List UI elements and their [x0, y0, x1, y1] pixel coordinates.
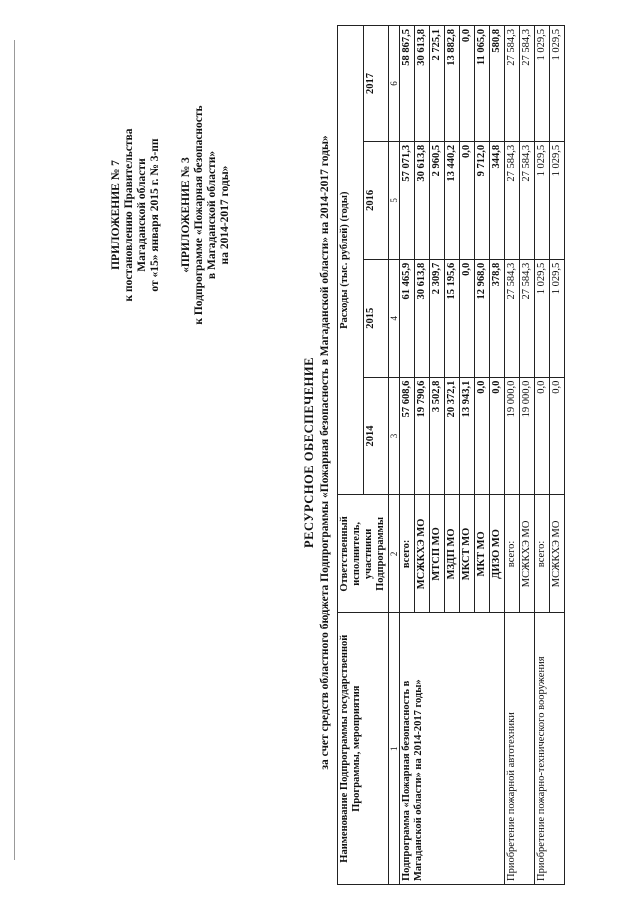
expense-value-cell: 1 029,5: [535, 26, 550, 142]
expense-value-cell: 19 000,0: [505, 377, 520, 495]
appendix-3-line: к Подпрограмме «Пожарная безопасность: [193, 105, 205, 325]
appendix-3-line: в Магаданской области»: [206, 150, 218, 280]
executor-cell: МТСП МО: [430, 495, 445, 613]
expense-value-cell: 15 195,6: [445, 259, 460, 377]
expense-value-cell: 20 372,1: [445, 377, 460, 495]
column-index: 5: [389, 141, 400, 259]
table-row: [400, 26, 415, 885]
expense-value-cell: 27 584,3: [505, 259, 520, 377]
expense-value-cell: 61 465,9: [400, 259, 415, 377]
executor-cell: МСЖКХЭ МО: [520, 495, 535, 613]
appendix-7-line: Магаданской области: [136, 158, 148, 272]
expense-value-cell: 344,8: [490, 141, 505, 259]
appendix-3-header: [180, 85, 232, 345]
appendix-7-line: от «15» января 2015 г. № 3-пп: [149, 138, 161, 292]
executor-cell: ДИЗО МО: [490, 495, 505, 613]
column-index: 2: [389, 495, 400, 613]
expense-value-cell: 11 065,0: [475, 26, 490, 142]
appendix-3-title: «ПРИЛОЖЕНИЕ № 3: [180, 157, 192, 273]
expense-value-cell: 0,0: [460, 259, 475, 377]
expense-value-cell: 378,8: [490, 259, 505, 377]
expense-value-cell: 13 440,2: [445, 141, 460, 259]
header-year: 2017: [363, 26, 389, 142]
executor-cell: МЗДП МО: [445, 495, 460, 613]
expense-value-cell: 1 029,5: [535, 141, 550, 259]
resource-table: [337, 25, 565, 885]
appendix-7-line: к постановлению Правительства: [123, 128, 135, 302]
expense-value-cell: 27 584,3: [520, 141, 535, 259]
expense-value-cell: 2 309,7: [430, 259, 445, 377]
header-year: 2014: [363, 377, 389, 495]
expense-value-cell: 58 867,5: [400, 26, 415, 142]
column-index: 4: [389, 259, 400, 377]
expense-value-cell: 0,0: [535, 377, 550, 495]
expense-value-cell: 57 608,6: [400, 377, 415, 495]
expense-value-cell: 30 613,8: [415, 141, 430, 259]
expense-value-cell: 12 968,0: [475, 259, 490, 377]
table-row: [505, 26, 520, 885]
executor-cell: всего:: [400, 495, 415, 613]
measure-name-cell: Приобретение пожарно-технического вооружения: [535, 613, 565, 885]
expense-value-cell: 0,0: [460, 141, 475, 259]
expense-value-cell: 0,0: [550, 377, 565, 495]
appendix-7-title: ПРИЛОЖЕНИЕ № 7: [110, 160, 122, 270]
appendix-7-header: [110, 100, 162, 330]
expense-value-cell: 0,0: [460, 26, 475, 142]
column-index: 1: [389, 613, 400, 885]
expense-value-cell: 2 725,1: [430, 26, 445, 142]
expense-value-cell: 0,0: [475, 377, 490, 495]
header-year: 2015: [363, 259, 389, 377]
measure-name-cell: Приобретение пожарной автотехники: [505, 613, 535, 885]
column-index: 6: [389, 26, 400, 142]
appendix-3-line: на 2014-2017 годы»: [219, 165, 231, 265]
document-title: РЕСУРСНОЕ ОБЕСПЕЧЕНИЕ: [302, 357, 316, 548]
expense-value-cell: 57 071,3: [400, 141, 415, 259]
executor-cell: всего:: [505, 495, 520, 613]
expense-value-cell: 1 029,5: [535, 259, 550, 377]
expense-value-cell: 9 712,0: [475, 141, 490, 259]
executor-cell: МСЖКХЭ МО: [550, 495, 565, 613]
document-subtitle: за счет средств областного бюджета Подпрограммы «Пожарная безопасность в Магаданской области» на 2014-2017 годы»: [319, 135, 331, 770]
expense-value-cell: 13 943,1: [460, 377, 475, 495]
expense-value-cell: 1 029,5: [550, 26, 565, 142]
executor-cell: МКТ МО: [475, 495, 490, 613]
executor-cell: МКСТ МО: [460, 495, 475, 613]
table-header: [338, 26, 400, 885]
header-expenses: Расходы (тыс. рублей) (годы): [338, 26, 364, 495]
expense-value-cell: 27 584,3: [520, 259, 535, 377]
executor-cell: всего:: [535, 495, 550, 613]
executor-cell: МСЖКХЭ МО: [415, 495, 430, 613]
expense-value-cell: 27 584,3: [505, 141, 520, 259]
header-name: Наименование Подпрограммы государственной Программы, мероприятия: [338, 613, 389, 885]
expense-value-cell: 13 882,8: [445, 26, 460, 142]
expense-value-cell: 19 000,0: [520, 377, 535, 495]
header-executor: Ответственный исполнитель, участники Подпрограммы: [338, 495, 389, 613]
expense-value-cell: 30 613,8: [415, 26, 430, 142]
expense-value-cell: 3 502,8: [430, 377, 445, 495]
column-index: 3: [389, 377, 400, 495]
expense-value-cell: 0,0: [490, 377, 505, 495]
expense-value-cell: 27 584,3: [520, 26, 535, 142]
table-row: [535, 26, 550, 885]
expense-value-cell: 580,8: [490, 26, 505, 142]
expense-value-cell: 19 790,6: [415, 377, 430, 495]
expense-value-cell: 30 613,8: [415, 259, 430, 377]
expense-value-cell: 2 960,5: [430, 141, 445, 259]
expense-value-cell: 1 029,5: [550, 259, 565, 377]
table-body: [400, 26, 565, 885]
expense-value-cell: 27 584,3: [505, 26, 520, 142]
measure-name-cell: Подпрограмма «Пожарная безопасность в Магаданской области» на 2014-2017 годы»: [400, 613, 505, 885]
header-year: 2016: [363, 141, 389, 259]
expense-value-cell: 1 029,5: [550, 141, 565, 259]
